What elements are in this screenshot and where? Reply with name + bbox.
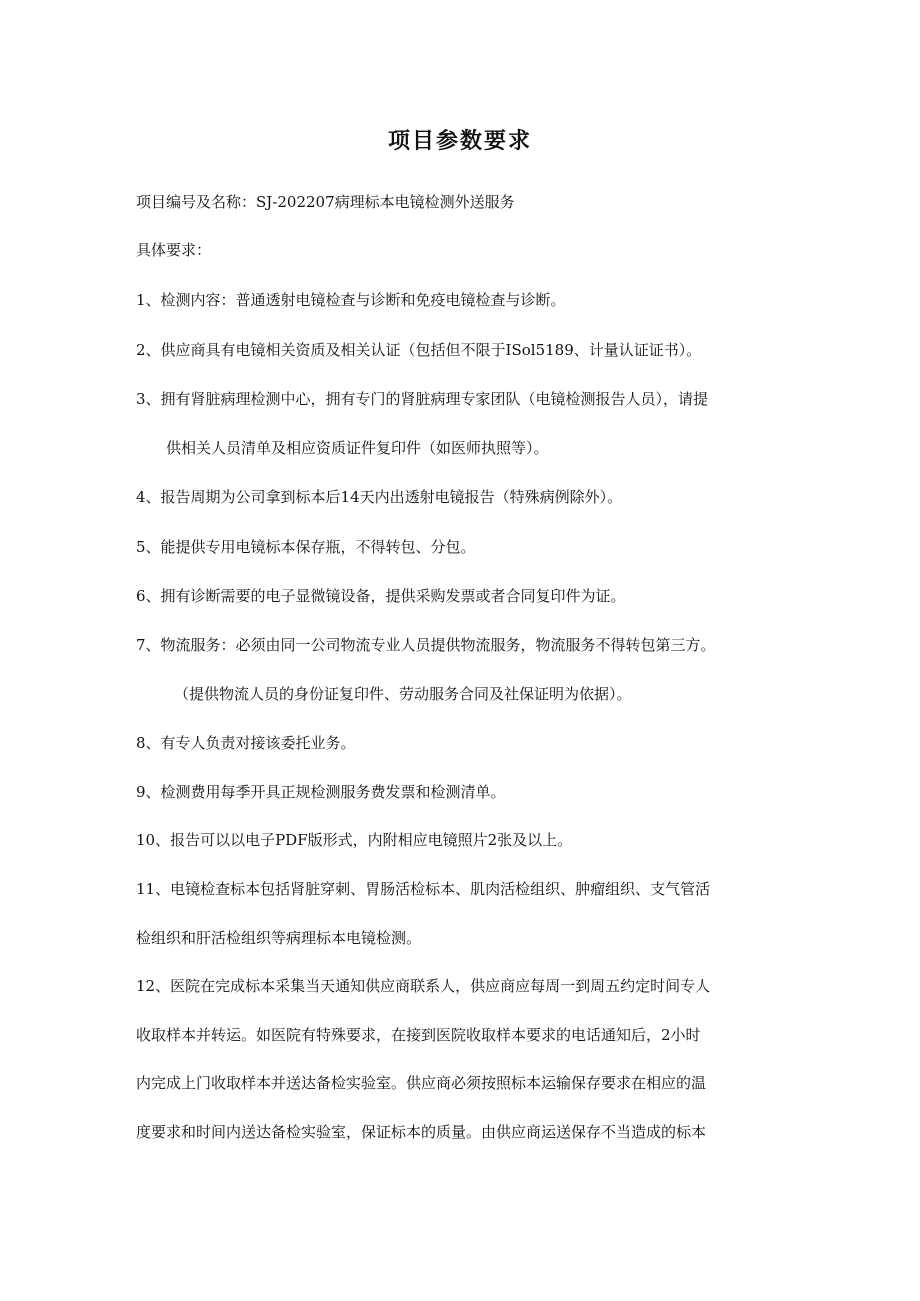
- requirement-12-continued-1: 收取样本并转运。如医院有特殊要求，在接到医院收取样本要求的电话通知后，2小时: [136, 1026, 701, 1044]
- requirement-10: 10、报告可以以电子PDF版形式，内附相应电镜照片2张及以上。: [136, 831, 573, 849]
- requirement-11: 11、电镜检查标本包括肾脏穿刺、胃肠活检标本、肌肉活检组织、肿瘤组织、支气管活: [136, 880, 711, 898]
- requirement-11-continued: 检组织和肝活检组织等病理标本电镜检测。: [136, 929, 422, 947]
- requirement-7: 7、物流服务：必须由同一公司物流专业人员提供物流服务，物流服务不得转包第三方。: [136, 636, 716, 654]
- requirement-8: 8、有专人负责对接该委托业务。: [136, 734, 356, 752]
- requirement-12-continued-2: 内完成上门收取样本并送达备检实验室。供应商必须按照标本运输保存要求在相应的温: [136, 1074, 707, 1092]
- requirement-3: 3、拥有肾脏病理检测中心，拥有专门的肾脏病理专家团队（电镜检测报告人员），请提: [136, 390, 709, 408]
- requirement-9: 9、检测费用每季开具正规检测服务费发票和检测清单。: [136, 783, 506, 801]
- requirement-5: 5、能提供专用电镜标本保存瓶，不得转包、分包。: [136, 538, 476, 556]
- requirement-1: 1、检测内容：普通透射电镜检查与诊断和免疫电镜检查与诊断。: [136, 291, 566, 309]
- requirements-heading: 具体要求：: [136, 241, 212, 259]
- requirement-7-continued: （提供物流人员的身份证复印件、劳动服务合同及社保证明为依据）。: [174, 685, 632, 703]
- requirement-12: 12、医院在完成标本采集当天通知供应商联系人，供应商应每周一到周五约定时间专人: [136, 977, 711, 995]
- requirement-2: 2、供应商具有电镜相关资质及相关认证（包括但不限于ISol5189、计量认证证书）。: [136, 341, 702, 359]
- document-title: 项目参数要求: [387, 128, 532, 154]
- requirement-3-continued: 供相关人员清单及相应资质证件复印件（如医师执照等）。: [166, 439, 549, 457]
- project-line: 项目编号及名称：SJ-202207病理标本电镜检测外送服务: [136, 193, 515, 211]
- requirement-12-continued-3: 度要求和时间内送达备检实验室，保证标本的质量。由供应商运送保存不当造成的标本: [136, 1123, 707, 1141]
- requirement-6: 6、拥有诊断需要的电子显微镜设备，提供采购发票或者合同复印件为证。: [136, 587, 626, 605]
- requirement-4: 4、报告周期为公司拿到标本后14天内出透射电镜报告（特殊病例除外）。: [136, 488, 623, 506]
